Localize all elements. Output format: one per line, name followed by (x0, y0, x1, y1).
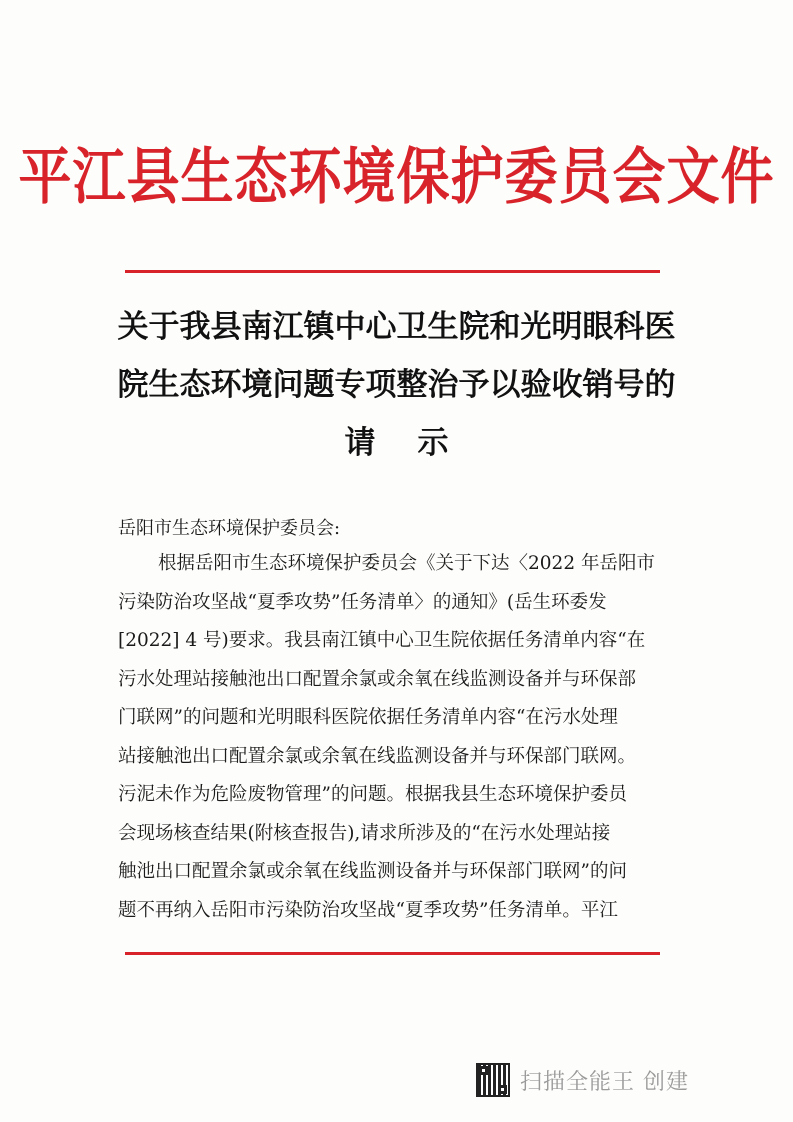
body-line: 门联网”的问题和光明眼科医院依据任务清单内容“在污水处理 (118, 707, 618, 728)
body-line: 污水处理站接触池出口配置余氯或余氧在线监测设备并与环保部 (118, 668, 637, 690)
recipient-line: 岳阳市生态环境保护委员会: (118, 518, 341, 539)
body-line: 触池出口配置余氯或余氧在线监测设备并与环保部门联网”的问 (118, 861, 627, 882)
document-title-line-2: 院生态环境问题专项整治予以验收销号的 (117, 367, 676, 403)
body-line: 题不再纳入岳阳市污染防治攻坚战“夏季攻势”任务清单。平江 (118, 899, 618, 921)
red-divider-top (125, 270, 660, 273)
document-title (0, 298, 793, 472)
body-line: 根据岳阳市生态环境保护委员会《关于下达〈2022 年岳阳市 (158, 553, 655, 574)
body-line: 污染防治攻坚战“夏季攻势”任务清单〉的通知》(岳生环委发 (118, 591, 607, 613)
scanner-watermark-label: 扫描全能王 创建 (520, 1069, 689, 1095)
body-line: 会现场核查结果(附核查报告),请求所涉及的“在污水处理站接 (118, 822, 611, 844)
scanner-watermark (476, 1063, 689, 1097)
document-title-line-1: 关于我县南江镇中心卫生院和光明眼科医 (117, 309, 676, 345)
issuing-authority-header: 平江县生态环境保护委员会文件 (18, 141, 775, 213)
red-divider-bottom (125, 952, 660, 955)
body-line: [2022] 4 号)要求。我县南江镇中心卫生院依据任务清单内容“在 (118, 630, 646, 651)
body-paragraph (118, 545, 674, 930)
body-line: 污泥未作为危险废物管理”的问题。根据我县生态环境保护委员 (118, 784, 627, 805)
qr-code-icon (476, 1063, 510, 1097)
body-line: 站接触池出口配置余氯或余氧在线监测设备并与环保部门联网。 (118, 745, 637, 767)
document-title-line-3: 请示 (344, 425, 491, 461)
